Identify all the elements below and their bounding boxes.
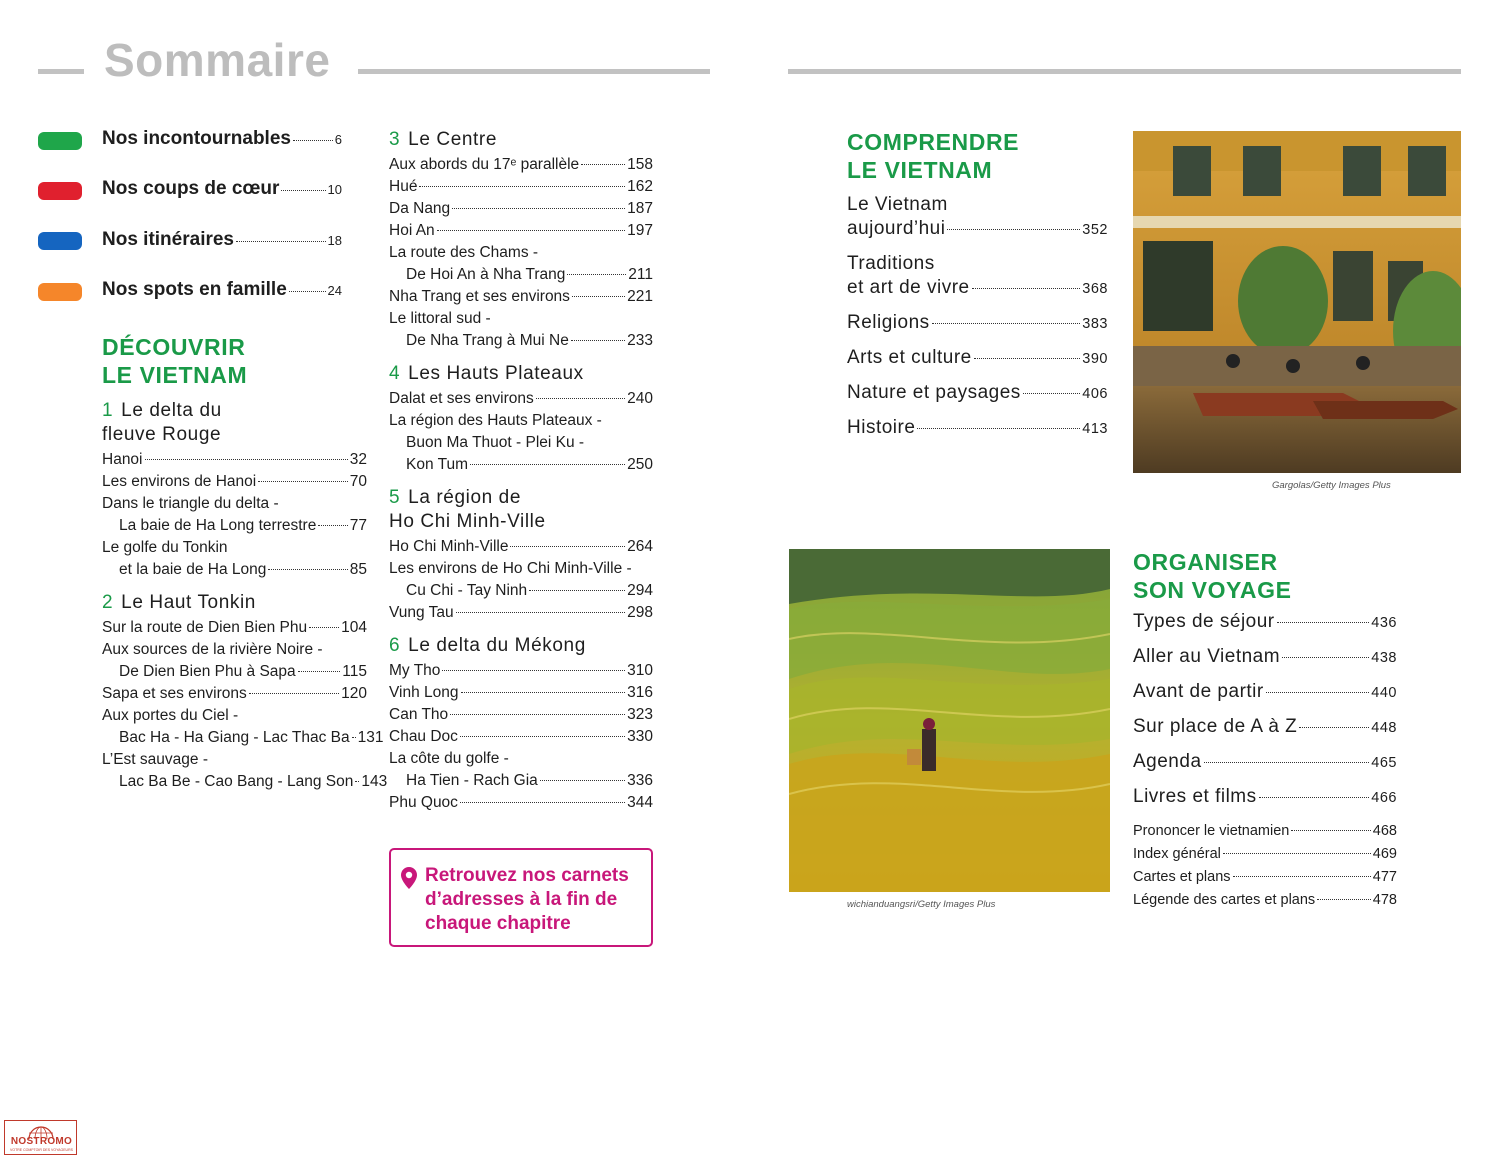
toc-entry[interactable] [102,639,367,683]
logo-name: NOSTROMO [10,1136,73,1147]
entry-line: Les environs de Ho Chi Minh-Ville - [389,560,632,577]
entry-line: La côte du golfe - [389,750,509,767]
toc-entry[interactable] [389,682,653,704]
title-rule-left [38,69,84,74]
carnets-callout [389,848,653,947]
leader-dots [1023,393,1081,394]
toc-entry[interactable] [102,537,367,581]
toc-entry[interactable] [389,792,653,814]
entry-row: Aux abords du 17ᵉ parallèle 158 [389,156,653,173]
comprendre-entry[interactable] [847,416,1108,441]
toc-entry[interactable] [389,660,653,682]
leader-dots [461,692,626,693]
entry-row: Nha Trang et ses environs 221 [389,288,653,305]
leader-dots [1299,727,1369,728]
toc-entry[interactable] [389,308,653,352]
entry-line: Le littoral sud - [389,310,491,327]
leader-dots [972,288,1081,289]
swatch-green [38,132,82,150]
decouvrir-heading: DÉCOUVRIR LE VIETNAM [102,334,248,388]
entry-row: Religions 383 [847,312,1108,333]
chapter-4 [389,362,653,476]
chapter-5 [389,486,653,624]
entry-row: Chau Doc 330 [389,728,653,745]
entry-line: Aux sources de la rivière Noire - [102,641,323,658]
toc-entry[interactable] [389,536,653,558]
chapter-title[interactable]: 6 Le delta du Mékong [389,635,586,656]
title-rule-right [358,69,710,74]
toc-entry[interactable] [102,683,367,705]
organiser-small-entry[interactable]: Index général 469 [1133,846,1397,862]
organiser-entry[interactable]: Avant de partir 440 [1133,681,1397,702]
organiser-section [1133,548,1397,912]
entry-row: Vung Tau 298 [389,604,653,621]
feature-spots-famille[interactable]: Nos spots en famille 24 [102,279,342,300]
entry-row: Hanoi 32 [102,451,367,468]
entry-line: La région des Hauts Plateaux - [389,412,602,429]
leader-dots [460,736,625,737]
organiser-entry[interactable]: Sur place de A à Z 448 [1133,716,1397,737]
organiser-entry[interactable]: Agenda 465 [1133,751,1397,772]
entry-row: Da Nang 187 [389,200,653,217]
toc-entry[interactable] [102,493,367,537]
organiser-small-entry[interactable]: Légende des cartes et plans 478 [1133,892,1397,908]
toc-entry[interactable] [389,704,653,726]
entry-row: et art de vivre 368 [847,277,1108,298]
entry-row: aujourd’hui 352 [847,218,1108,239]
chapter-3 [389,128,653,352]
toc-entry[interactable] [389,748,653,792]
entry-row: Phu Quoc 344 [389,794,653,811]
toc-entry[interactable] [389,726,653,748]
leader-dots [450,714,625,715]
chapter-title[interactable]: 1 Le delta du fleuve Rouge [102,400,222,445]
leader-dots [581,164,625,165]
entry-row: De Dien Bien Phu à Sapa 115 [119,663,367,680]
leader-dots [355,781,359,782]
toc-entry[interactable] [389,558,653,602]
toc-entry[interactable] [389,286,653,308]
entry-row: Les environs de Hanoi 70 [102,473,367,490]
leader-dots [452,208,625,209]
toc-entry[interactable] [102,449,367,471]
comprendre-heading: COMPRENDRE LE VIETNAM [847,129,1020,183]
chapter-1 [102,399,367,581]
entry-row: La baie de Ha Long terrestre 77 [119,517,367,534]
leader-dots [567,274,626,275]
leader-dots [249,693,339,694]
entry-row: Hoi An 197 [389,222,653,239]
entry-row: Histoire 413 [847,417,1108,438]
leader-dots [1233,876,1371,877]
leader-dots [529,590,625,591]
entry-row: Nature et paysages 406 [847,382,1108,403]
entry-row: Bac Ha - Ha Giang - Lac Thac Ba 131 [119,729,384,746]
leader-dots [917,428,1080,429]
comprendre-section [847,128,1108,451]
entry-line: L’Est sauvage - [102,751,208,768]
chapter-title[interactable]: 5 La région de Ho Chi Minh-Ville [389,487,546,532]
leader-dots [1223,853,1371,854]
chapter-title[interactable]: 2 Le Haut Tonkin [102,592,256,613]
leader-dots [1317,899,1371,900]
swatch-blue [38,232,82,250]
leader-dots [352,737,356,738]
comprendre-entry[interactable] [847,381,1108,406]
entry-row: Ha Tien - Rach Gia 336 [406,772,653,789]
chapter-2 [102,591,388,793]
entry-row: Hué 162 [389,178,653,195]
entry-row: Dalat et ses environs 240 [389,390,653,407]
leader-dots [460,802,625,803]
swatch-red [38,182,82,200]
toc-entry[interactable] [389,242,653,286]
leader-dots [572,296,625,297]
toc-column-2 [389,118,653,814]
entry-line: Traditions [847,253,935,274]
organiser-entry[interactable]: Livres et films 466 [1133,786,1397,807]
leader-dots [536,398,625,399]
leader-dots [268,569,347,570]
leader-dots [419,186,625,187]
page-title: Sommaire [104,34,331,86]
toc-entry[interactable] [389,602,653,624]
organiser-entry[interactable]: Types de séjour 436 [1133,611,1397,632]
leader-dots [1282,657,1369,658]
leader-dots [1266,692,1370,693]
leader-dots [437,230,625,231]
swatch-orange [38,283,82,301]
chapter-title[interactable]: 4 Les Hauts Plateaux [389,363,584,384]
toc-entry[interactable] [102,471,367,493]
organiser-small-entry[interactable]: Cartes et plans 477 [1133,869,1397,885]
toc-entry[interactable] [389,198,653,220]
leader-dots [145,459,348,460]
feature-itineraires[interactable]: Nos itinéraires 18 [102,229,342,250]
nostromo-logo [4,1120,77,1155]
leader-dots [1204,762,1370,763]
logo-tagline: VOTRE COMPTOIR DES VOYAGEURS [10,1148,73,1152]
leader-dots [442,670,625,671]
toc-entry[interactable] [389,410,653,476]
comprendre-entry[interactable] [847,346,1108,371]
toc-entry[interactable] [102,749,388,793]
organiser-heading: ORGANISER SON VOYAGE [1133,549,1292,603]
entry-row: et la baie de Ha Long 85 [119,561,367,578]
entry-row: Can Tho 323 [389,706,653,723]
entry-row: Lac Ba Be - Cao Bang - Lang Son 143 [119,773,388,790]
toc-entry[interactable] [102,705,384,749]
leader-dots [1291,830,1370,831]
entry-row: My Tho 310 [389,662,653,679]
entry-row: Vinh Long 316 [389,684,653,701]
entry-row: Arts et culture 390 [847,347,1108,368]
chapter-title[interactable]: 3 Le Centre [389,129,498,150]
leader-dots [947,229,1080,230]
leader-dots [1277,622,1370,623]
leader-dots [456,612,625,613]
entry-line: Le golfe du Tonkin [102,539,228,556]
entry-row: De Hoi An à Nha Trang 211 [406,266,653,283]
leader-dots [258,481,348,482]
comprendre-entry[interactable] [847,193,1108,242]
entry-line: Aux portes du Ciel - [102,707,239,724]
leader-dots [932,323,1081,324]
callout-text: Retrouvez nos carnets d’adresses à la fin de chaque chapitre [425,865,629,934]
rice-photo-credit: wichianduangsri/Getty Images Plus [847,899,996,910]
toc-entry[interactable] [102,617,367,639]
toc-column-1 [102,333,388,793]
leader-dots [1259,797,1370,798]
leader-dots [470,464,625,465]
feature-coups-de-coeur[interactable]: Nos coups de cœur 10 [102,178,342,199]
comprendre-entry[interactable] [847,252,1108,301]
comprendre-entry[interactable] [847,311,1108,336]
entry-line: La route des Chams - [389,244,539,261]
leader-dots [540,780,625,781]
hoi-an-photo [1133,131,1461,473]
toc-entry[interactable] [389,220,653,242]
organiser-small-entry[interactable]: Prononcer le vietnamien 468 [1133,823,1397,839]
entry-row: Cu Chi - Tay Ninh 294 [406,582,653,599]
leader-dots [974,358,1081,359]
leader-dots [298,671,341,672]
leader-dots [510,546,625,547]
right-page-rule [788,69,1461,74]
entry-line: Buon Ma Thuot - Plei Ku - [406,434,585,451]
chapter-6 [389,634,653,814]
leader-dots [318,525,347,526]
entry-line: Dans le triangle du delta - [102,495,279,512]
toc-entry[interactable] [389,388,653,410]
entry-row: Sur la route de Dien Bien Phu 104 [102,619,367,636]
map-pin-icon [400,866,418,890]
entry-row: Kon Tum 250 [406,456,653,473]
toc-entry[interactable] [389,176,653,198]
organiser-entry[interactable]: Aller au Vietnam 438 [1133,646,1397,667]
entry-row: Ho Chi Minh-Ville 264 [389,538,653,555]
toc-entry[interactable] [389,154,653,176]
feature-incontournables[interactable]: Nos incontournables 6 [102,128,342,149]
entry-row: De Nha Trang à Mui Ne 233 [406,332,653,349]
entry-row: Sapa et ses environs 120 [102,685,367,702]
entry-line: Le Vietnam [847,194,948,215]
leader-dots [571,340,625,341]
rice-terraces-photo [789,549,1110,892]
hoi-an-photo-credit: Gargolas/Getty Images Plus [1272,480,1391,491]
leader-dots [309,627,339,628]
